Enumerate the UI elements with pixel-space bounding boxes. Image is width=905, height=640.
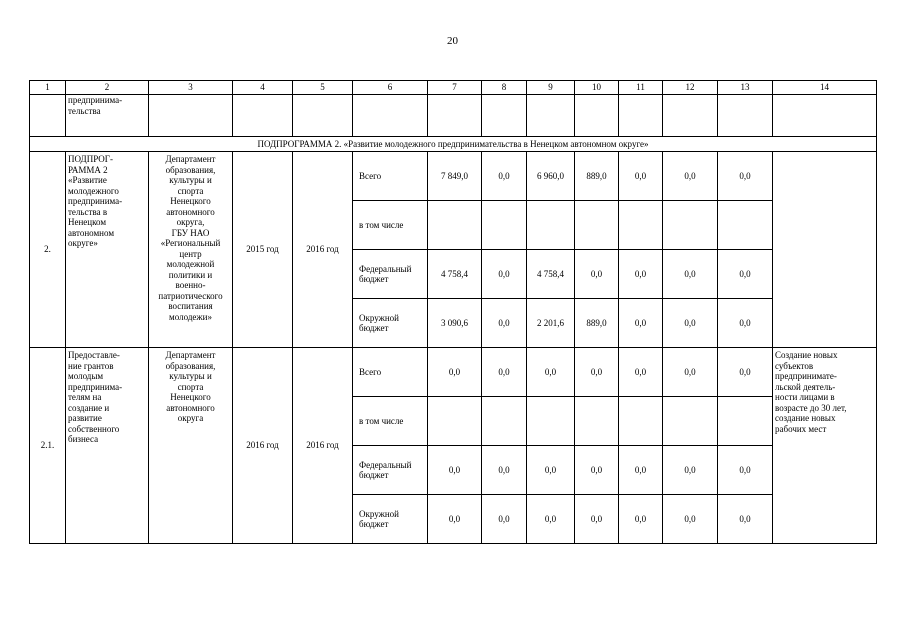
funding-value: 0,0 xyxy=(428,348,482,397)
funding-source: Всего xyxy=(353,152,428,201)
funding-value xyxy=(527,397,575,446)
funding-value xyxy=(619,201,663,250)
funding-value: 0,0 xyxy=(663,299,718,348)
funding-value: 0,0 xyxy=(575,250,619,299)
column-number: 9 xyxy=(527,81,575,95)
funding-value xyxy=(663,201,718,250)
column-number: 7 xyxy=(428,81,482,95)
funding-value: 0,0 xyxy=(575,446,619,495)
subprogram-row xyxy=(30,137,877,152)
funding-value xyxy=(619,397,663,446)
funding-value xyxy=(482,397,527,446)
item-start-year: 2016 год xyxy=(233,348,293,544)
funding-source: Окружной бюджет xyxy=(353,299,428,348)
funding-value: 0,0 xyxy=(663,495,718,544)
funding-value xyxy=(718,201,773,250)
item-end-year: 2016 год xyxy=(293,152,353,348)
column-number: 2 xyxy=(66,81,149,95)
column-number: 12 xyxy=(663,81,718,95)
item-end-year: 2016 год xyxy=(293,348,353,544)
funding-value xyxy=(482,201,527,250)
item-start-year: 2015 год xyxy=(233,152,293,348)
funding-value: 0,0 xyxy=(718,348,773,397)
funding-value: 3 090,6 xyxy=(428,299,482,348)
continuation-text: предпринима- тельства xyxy=(66,95,149,137)
funding-value: 0,0 xyxy=(619,348,663,397)
funding-value: 0,0 xyxy=(482,495,527,544)
funding-source: Федеральный бюджет xyxy=(353,446,428,495)
item-expected-result xyxy=(773,152,877,348)
page-number: 20 xyxy=(447,35,458,47)
funding-value: 0,0 xyxy=(718,446,773,495)
funding-value: 0,0 xyxy=(663,348,718,397)
funding-value: 0,0 xyxy=(482,250,527,299)
column-number: 5 xyxy=(293,81,353,95)
funding-value: 0,0 xyxy=(428,495,482,544)
funding-source: в том числе xyxy=(353,397,428,446)
funding-value: 0,0 xyxy=(718,299,773,348)
funding-value: 0,0 xyxy=(619,250,663,299)
column-number: 10 xyxy=(575,81,619,95)
funding-source: Окружной бюджет xyxy=(353,495,428,544)
funding-value xyxy=(428,201,482,250)
item-expected-result: Создание новых субъектов предпринимате- льской деятель- ности лицами в возрасте до 30 лет, создание новых рабочих мест xyxy=(773,348,877,544)
column-number: 8 xyxy=(482,81,527,95)
funding-row xyxy=(30,348,877,397)
funding-value: 0,0 xyxy=(718,250,773,299)
funding-value: 0,0 xyxy=(428,446,482,495)
item-name: ПОДПРОГ- РАММА 2 «Развитие молодежного предпринима- тельства в Ненецком автономном округе» xyxy=(66,152,149,348)
column-number: 3 xyxy=(149,81,233,95)
funding-value: 0,0 xyxy=(482,152,527,201)
funding-value: 0,0 xyxy=(663,250,718,299)
funding-value: 7 849,0 xyxy=(428,152,482,201)
column-number: 6 xyxy=(353,81,428,95)
item-executor: Департамент образования, культуры и спорта Ненецкого автономного округа xyxy=(149,348,233,544)
funding-value xyxy=(663,397,718,446)
funding-value: 0,0 xyxy=(575,495,619,544)
funding-row xyxy=(30,152,877,201)
continuation-row xyxy=(30,95,877,137)
funding-value xyxy=(718,397,773,446)
funding-value: 889,0 xyxy=(575,299,619,348)
item-executor: Департамент образования, культуры и спорта Ненецкого автономного округа, ГБУ НАО «Региональный центр молодежной политики и военно- патриотического воспитания молодежи» xyxy=(149,152,233,348)
funding-value: 0,0 xyxy=(619,299,663,348)
funding-value xyxy=(575,201,619,250)
funding-value: 0,0 xyxy=(619,495,663,544)
funding-value: 0,0 xyxy=(718,152,773,201)
program-table xyxy=(29,80,877,544)
funding-source: Федеральный бюджет xyxy=(353,250,428,299)
column-number: 4 xyxy=(233,81,293,95)
funding-value: 6 960,0 xyxy=(527,152,575,201)
item-number: 2. xyxy=(30,152,66,348)
funding-value: 2 201,6 xyxy=(527,299,575,348)
column-number: 11 xyxy=(619,81,663,95)
funding-value: 0,0 xyxy=(575,348,619,397)
funding-value: 4 758,4 xyxy=(527,250,575,299)
funding-value: 4 758,4 xyxy=(428,250,482,299)
funding-value: 0,0 xyxy=(527,446,575,495)
funding-value: 0,0 xyxy=(482,299,527,348)
column-number-row xyxy=(30,81,877,95)
funding-value: 0,0 xyxy=(619,446,663,495)
funding-value: 0,0 xyxy=(527,348,575,397)
funding-value: 889,0 xyxy=(575,152,619,201)
item-number: 2.1. xyxy=(30,348,66,544)
funding-source: в том числе xyxy=(353,201,428,250)
subprogram-title: ПОДПРОГРАММА 2. «Развитие молодежного предпринимательства в Ненецком автономном округе» xyxy=(30,137,877,152)
funding-source: Всего xyxy=(353,348,428,397)
column-number: 1 xyxy=(30,81,66,95)
column-number: 14 xyxy=(773,81,877,95)
funding-value: 0,0 xyxy=(482,348,527,397)
funding-value: 0,0 xyxy=(663,446,718,495)
funding-value xyxy=(527,201,575,250)
funding-value xyxy=(575,397,619,446)
funding-value: 0,0 xyxy=(482,446,527,495)
funding-value: 0,0 xyxy=(663,152,718,201)
funding-value: 0,0 xyxy=(718,495,773,544)
funding-value xyxy=(428,397,482,446)
column-number: 13 xyxy=(718,81,773,95)
item-name: Предоставле- ние грантов молодым предпринима- телям на создание и развитие собственного бизнеса xyxy=(66,348,149,544)
funding-value: 0,0 xyxy=(527,495,575,544)
funding-value: 0,0 xyxy=(619,152,663,201)
